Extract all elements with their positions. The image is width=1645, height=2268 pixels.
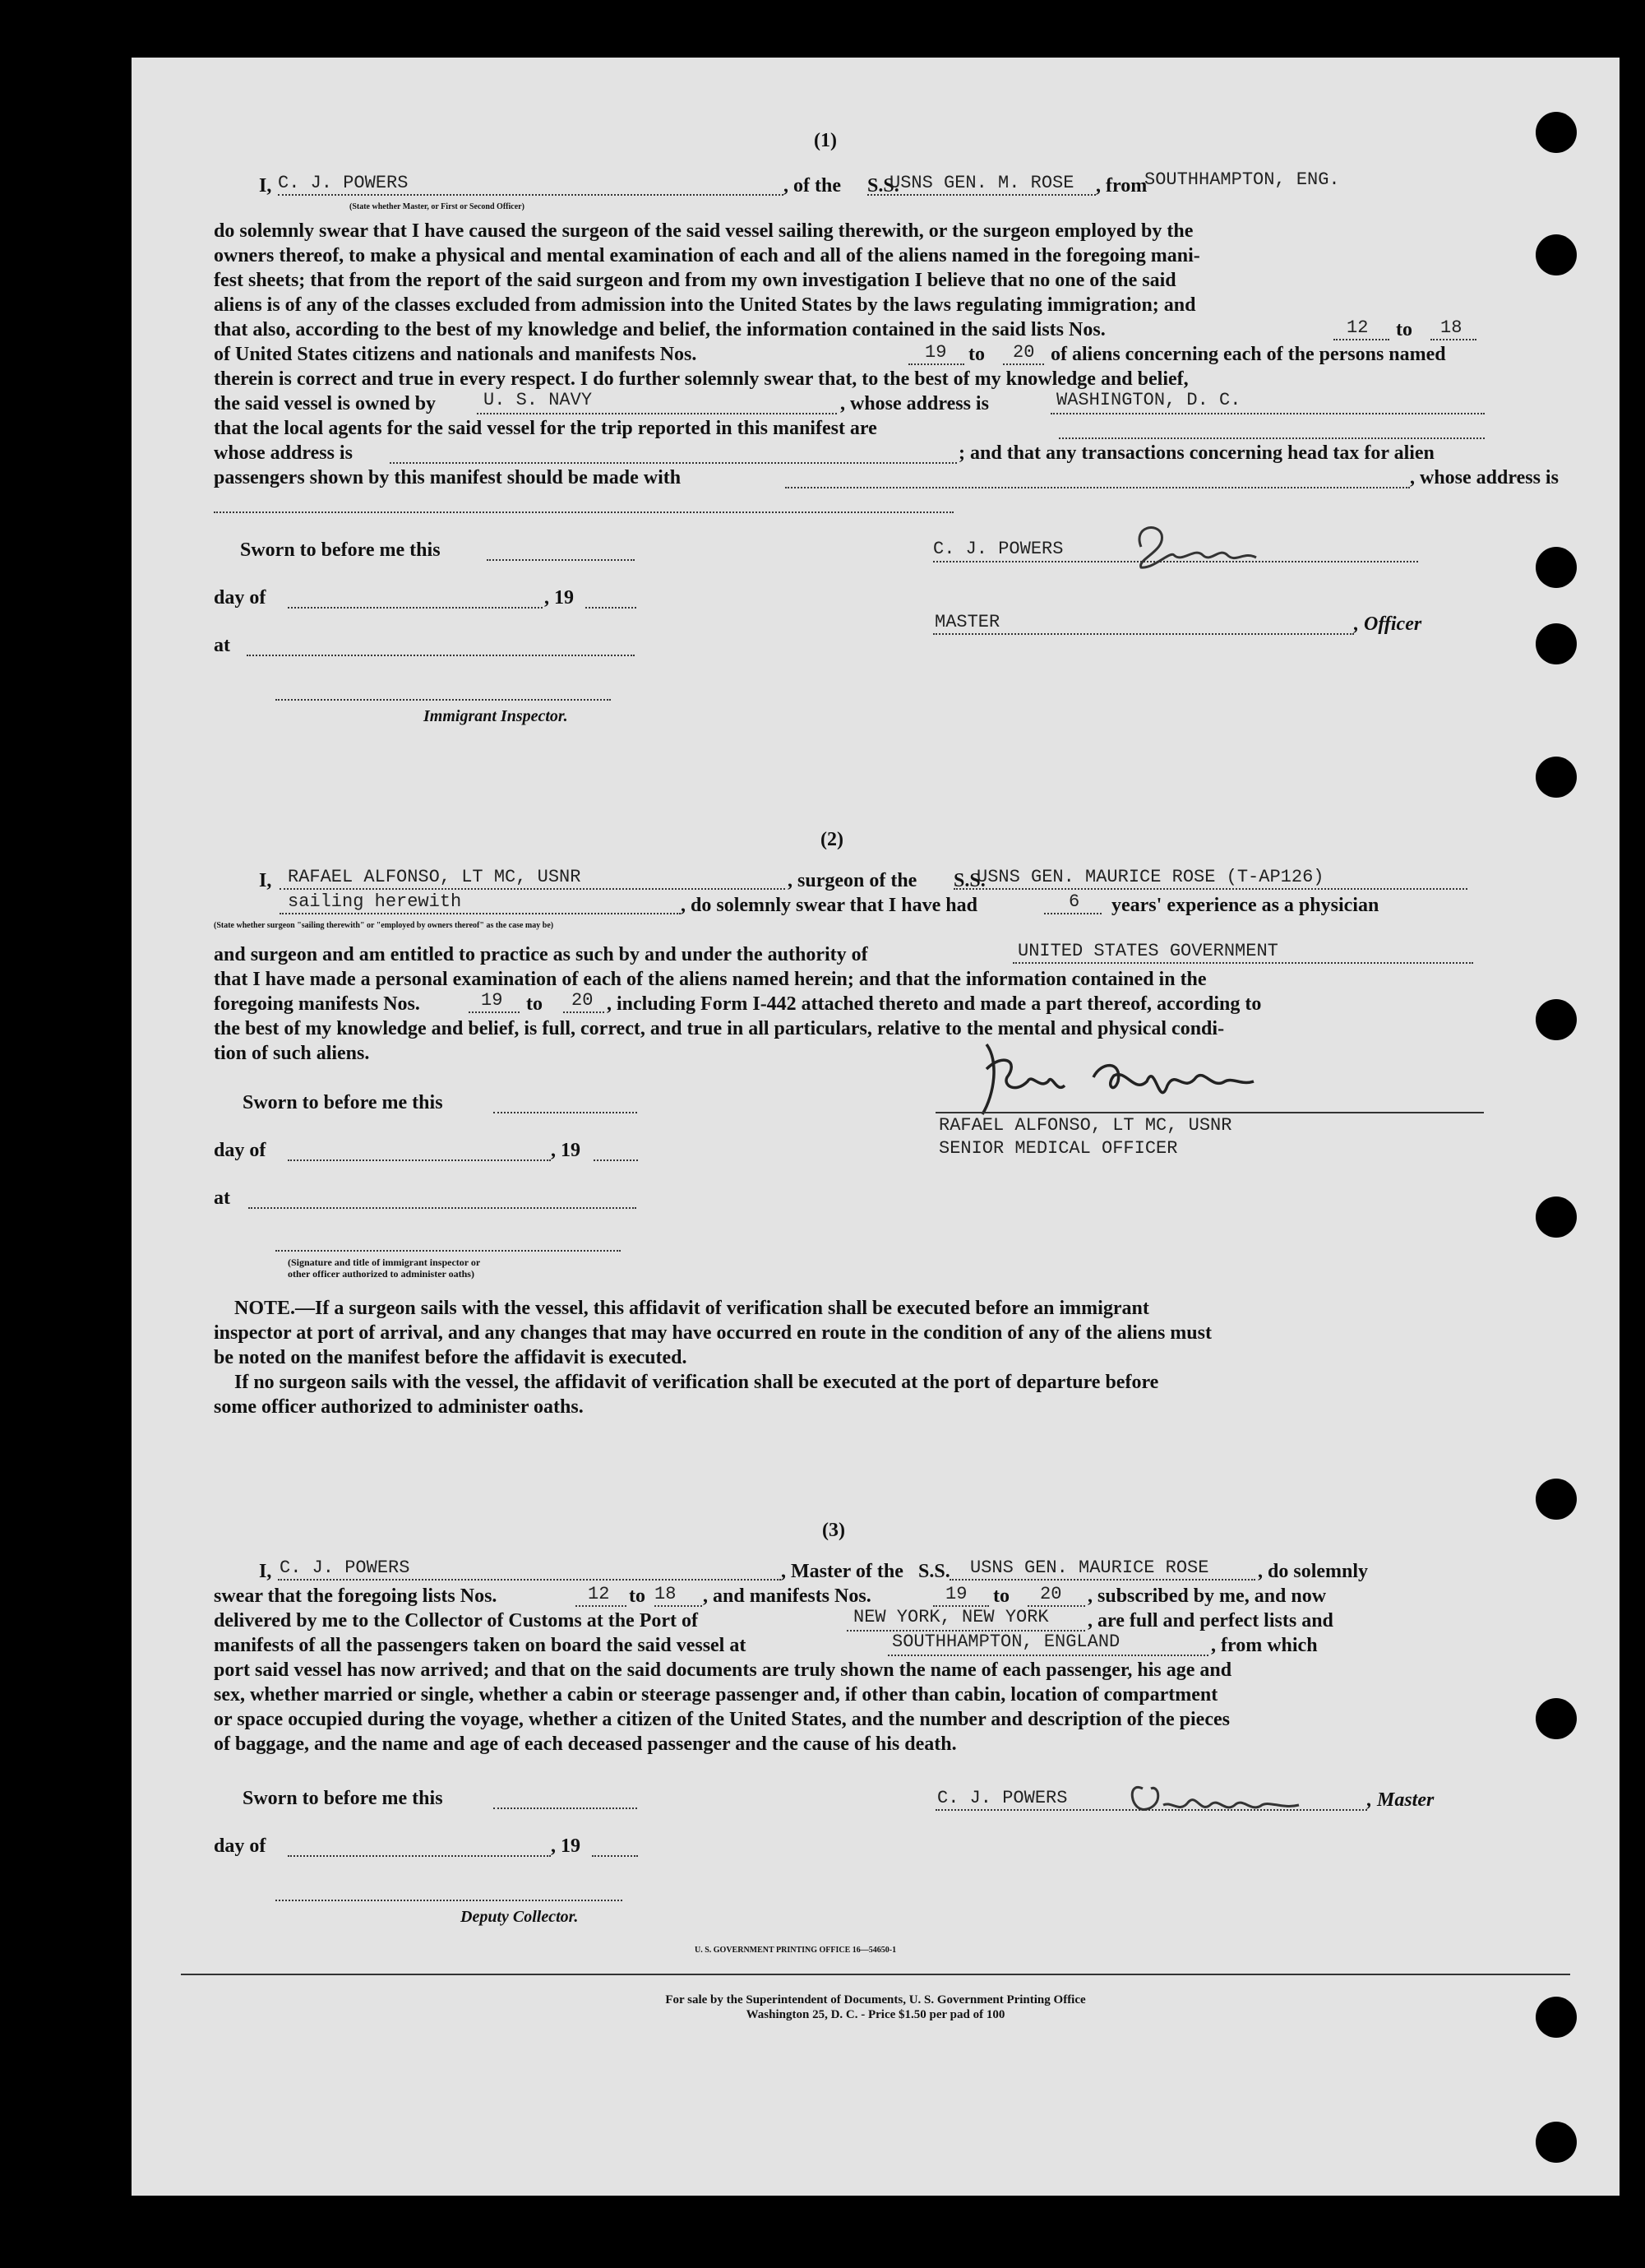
punch-hole [1536, 1196, 1577, 1238]
s1-line-10b: ; and that any transactions concerning head tax for alien [959, 442, 1435, 464]
blank-line [469, 1011, 520, 1013]
blank-line [493, 1112, 637, 1113]
blank-line [280, 888, 785, 890]
s3-line-3b: , are full and perfect lists and [1088, 1610, 1333, 1632]
collector-line [275, 1900, 622, 1901]
document-page [132, 58, 1620, 2196]
s2-line-2b: years' experience as a physician [1111, 895, 1379, 916]
blank-line [585, 607, 636, 609]
to-3a: to [629, 1585, 645, 1607]
blank-line [477, 413, 837, 414]
blank-line [594, 1159, 638, 1161]
s2-line-3a: and surgeon and am entitled to practice as such by and under the authority of [214, 944, 868, 965]
s1-line-10a: whose address is [214, 442, 353, 464]
signature-line-2 [936, 1112, 1484, 1113]
blank-line [950, 1579, 1255, 1581]
s2-line-5b: , including Form I-442 attached thereto and made a part thereof, according to [607, 993, 1262, 1015]
punch-hole [1536, 1997, 1577, 2038]
solemnly: , do solemnly [1258, 1561, 1369, 1582]
blank-line [908, 363, 964, 365]
intro-2: I, [259, 870, 272, 891]
lists-from-3: 12 [588, 1584, 610, 1604]
departure: SOUTHHAMPTON, ENGLAND [892, 1632, 1121, 1652]
to-1a: to [1396, 319, 1412, 340]
section-1-number: (1) [814, 130, 837, 151]
vessel-2: USNS GEN. MAURICE ROSE (T-AP126) [977, 867, 1324, 887]
punch-hole [1536, 1479, 1577, 1520]
owner: U. S. NAVY [483, 390, 593, 410]
blank-line [933, 633, 1354, 635]
blank-line [888, 1655, 1208, 1656]
s1-line-5: that also, according to the best of my knowledge and belief, the information contained in the said lists Nos. [214, 319, 1106, 340]
day-of-1: day of [214, 587, 266, 609]
punch-hole [1536, 547, 1577, 588]
s1-line-3: fest sheets; that from the report of the said surgeon and from my own investigation I believe that no one of the said [214, 270, 1176, 291]
s3-line-7: or space occupied during the voyage, whether a citizen of the United States, and the number and description of the pieces [214, 1709, 1230, 1730]
s1-line-9: that the local agents for the said vessel for the trip reported in this manifest are [214, 418, 877, 439]
sworn-1: Sworn to before me this [240, 539, 441, 561]
sale-line-1: For sale by the Superintendent of Documents, U. S. Government Printing Office [665, 1993, 1086, 2006]
years: 6 [1069, 891, 1080, 912]
to-2: to [526, 993, 543, 1015]
vessel-1: USNS GEN. M. ROSE [890, 173, 1074, 193]
officer-label: , Officer [1354, 613, 1422, 635]
nineteen-3: , 19 [551, 1835, 580, 1857]
punch-hole [1536, 999, 1577, 1040]
sig-title-note-2: other officer authorized to administer oaths) [288, 1268, 474, 1280]
s1-line-8a: the said vessel is owned by [214, 393, 437, 414]
blank-line [936, 1809, 1367, 1811]
authority: UNITED STATES GOVERNMENT [1018, 941, 1278, 961]
note-line-3: be noted on the manifest before the affidavit is executed. [214, 1347, 687, 1368]
state-note: (State whether surgeon "sailing therewith" or "employed by owners thereof" as the case may be) [214, 921, 554, 930]
at-2: at [214, 1187, 230, 1209]
blank-line [390, 462, 957, 464]
s1-line-2: owners thereof, to make a physical and mental examination of each and all of the aliens named in the foregoing mani- [214, 245, 1200, 266]
punch-hole [1536, 757, 1577, 798]
s3-line-4a: manifests of all the passengers taken on board the said vessel at [214, 1635, 746, 1656]
blank-line [214, 511, 954, 513]
to-1b: to [968, 344, 985, 365]
inspector-label: Immigrant Inspector. [423, 707, 568, 725]
manifests-to-1: 20 [1013, 342, 1035, 363]
blank-line [247, 655, 635, 656]
punch-hole [1536, 234, 1577, 275]
note-line-5: some officer authorized to administer oaths. [214, 1396, 584, 1418]
surgeon-name: RAFAEL ALFONSO, LT MC, USNR [288, 867, 581, 887]
of-the-1: , of the [783, 175, 841, 197]
s1-line-11a: passengers shown by this manifest should be made with [214, 467, 682, 488]
inspector-line [275, 699, 611, 701]
nineteen-1: , 19 [544, 587, 574, 609]
note-line-1: NOTE.—If a surgeon sails with the vessel, this affidavit of verification shall be executed before an immigrant [234, 1298, 1149, 1319]
s1-line-1: do solemnly swear that I have caused the surgeon of the said vessel sailing therewith, or the surgeon employed by the [214, 220, 1194, 242]
collector-label: Deputy Collector. [460, 1908, 579, 1926]
manifests-from-2: 19 [481, 990, 503, 1011]
lists-from-1: 12 [1347, 317, 1369, 338]
manifests-to-3: 20 [1040, 1584, 1062, 1604]
punch-hole [1536, 2122, 1577, 2163]
blank-line [1013, 962, 1473, 964]
s2-line-7: tion of such aliens. [214, 1043, 370, 1064]
signed-name-1: C. J. POWERS [933, 539, 1064, 559]
blank-line [785, 487, 1410, 488]
s1-line-7: therein is correct and true in every respect. I do further solemnly swear that, to the best of my knowledge and belief, [214, 368, 1189, 390]
blank-line [1430, 339, 1476, 340]
signed-name-2: RAFAEL ALFONSO, LT MC, USNR [939, 1115, 1232, 1136]
sale-line-2: Washington 25, D. C. - Price $1.50 per pad of 100 [746, 2008, 1005, 2021]
s1-line-11b: , whose address is [1410, 467, 1559, 488]
blank-line [654, 1605, 702, 1607]
blank-line [1044, 913, 1102, 914]
blank-line [487, 559, 635, 561]
master-name-3: C. J. POWERS [280, 1558, 410, 1578]
sworn-3: Sworn to before me this [243, 1788, 443, 1809]
powers-signature-3 [1118, 1768, 1315, 1826]
punch-hole [1536, 1698, 1577, 1739]
blank-line [1059, 437, 1485, 439]
s3-line-2c: , subscribed by me, and now [1088, 1585, 1327, 1607]
s2-line-2a: , do solemnly swear that I have had [681, 895, 977, 916]
ss-mark-1: S.S. [867, 175, 899, 197]
blank-line [278, 1579, 781, 1581]
master-label: , Master [1367, 1789, 1435, 1811]
nineteen-2: , 19 [551, 1140, 580, 1161]
blank-line [563, 1011, 604, 1013]
blank-line [954, 888, 1467, 890]
from-port: SOUTHHAMPTON, ENG. [1144, 169, 1340, 190]
blank-line [1003, 363, 1044, 365]
at-1: at [214, 635, 230, 656]
master-name-1: C. J. POWERS [278, 173, 409, 193]
day-of-2: day of [214, 1140, 266, 1161]
from-label: , from [1096, 175, 1148, 197]
blank-line [867, 194, 1096, 196]
blank-line [933, 561, 1418, 562]
punch-hole [1536, 623, 1577, 664]
signed-name-3: C. J. POWERS [937, 1788, 1068, 1808]
section-3-number: (3) [822, 1520, 845, 1541]
s2-line-5a: foregoing manifests Nos. [214, 993, 420, 1015]
blank-line [1333, 339, 1389, 340]
blank-line [288, 607, 543, 609]
sworn-2: Sworn to before me this [243, 1092, 443, 1113]
rank: MASTER [935, 612, 1000, 632]
signed-title-2: SENIOR MEDICAL OFFICER [939, 1138, 1178, 1159]
s3-line-5: port said vessel has now arrived; and that on the said documents are truly shown the name of each passenger, his age and [214, 1659, 1232, 1681]
s3-line-2a: swear that the foregoing lists Nos. [214, 1585, 497, 1607]
sig-title-line [275, 1250, 621, 1252]
note-line-4: If no surgeon sails with the vessel, the affidavit of verification shall be executed at the port of departure before [234, 1372, 1159, 1393]
lists-to-1: 18 [1440, 317, 1462, 338]
blank-line [278, 194, 783, 196]
blank-line [575, 1605, 626, 1607]
s1-line-6a: of United States citizens and nationals and manifests Nos. [214, 344, 697, 365]
blank-line [592, 1855, 638, 1857]
note-line-2: inspector at port of arrival, and any changes that may have occurred en route in the condition of any of the aliens must [214, 1322, 1212, 1344]
section-2-number: (2) [820, 829, 843, 850]
s2-line-6: the best of my knowledge and belief, is full, correct, and true in all particulars, relative to the mental and physical condi- [214, 1018, 1225, 1039]
blank-line [288, 1855, 551, 1857]
sailing-herewith: sailing herewith [288, 891, 462, 912]
blank-line [288, 1159, 551, 1161]
owner-address: WASHINGTON, D. C. [1056, 390, 1241, 410]
powers-signature-1 [1125, 518, 1273, 576]
s1-line-4: aliens is of any of the classes excluded from admission into the United States by the laws regulating immigration; and [214, 294, 1196, 316]
master-of: , Master of the [781, 1561, 903, 1582]
s3-line-2b: , and manifests Nos. [703, 1585, 871, 1607]
punch-hole [1536, 112, 1577, 153]
surgeon-of: , surgeon of the [788, 870, 917, 891]
intro-1: I, [259, 175, 272, 197]
footer-rule [181, 1974, 1570, 1975]
gpo-line: U. S. GOVERNMENT PRINTING OFFICE 16—54650-1 [695, 1946, 897, 1955]
intro-3: I, [259, 1561, 272, 1582]
manifests-from-3: 19 [945, 1584, 968, 1604]
ss-mark-3: S.S. [918, 1561, 950, 1582]
port: NEW YORK, NEW YORK [853, 1607, 1049, 1627]
manifests-from-1: 19 [925, 342, 947, 363]
s3-line-8: of baggage, and the name and age of each deceased passenger and the cause of his death. [214, 1733, 957, 1755]
s3-line-6: sex, whether married or single, whether a cabin or steerage passenger and, if other than cabin, location of compartment [214, 1684, 1218, 1706]
sig-title-note-1: (Signature and title of immigrant inspector or [288, 1257, 481, 1268]
vessel-3: USNS GEN. MAURICE ROSE [970, 1558, 1209, 1578]
blank-line [1051, 413, 1485, 414]
state-whether-note: (State whether Master, or First or Second Officer) [349, 202, 524, 211]
day-of-3: day of [214, 1835, 266, 1857]
manifests-to-2: 20 [571, 990, 594, 1011]
s2-line-4: that I have made a personal examination of each of the aliens named herein; and that the information contained in the [214, 969, 1207, 990]
s1-line-8b: , whose address is [840, 393, 989, 414]
ss-mark-2: S.S. [954, 870, 986, 891]
s3-line-4b: , from which [1211, 1635, 1318, 1656]
lists-to-3: 18 [654, 1584, 677, 1604]
to-3b: to [993, 1585, 1010, 1607]
s3-line-3a: delivered by me to the Collector of Customs at the Port of [214, 1610, 698, 1632]
s1-line-6b: of aliens concerning each of the persons named [1051, 344, 1446, 365]
blank-line [493, 1807, 637, 1809]
blank-line [280, 913, 681, 914]
blank-line [248, 1207, 636, 1209]
